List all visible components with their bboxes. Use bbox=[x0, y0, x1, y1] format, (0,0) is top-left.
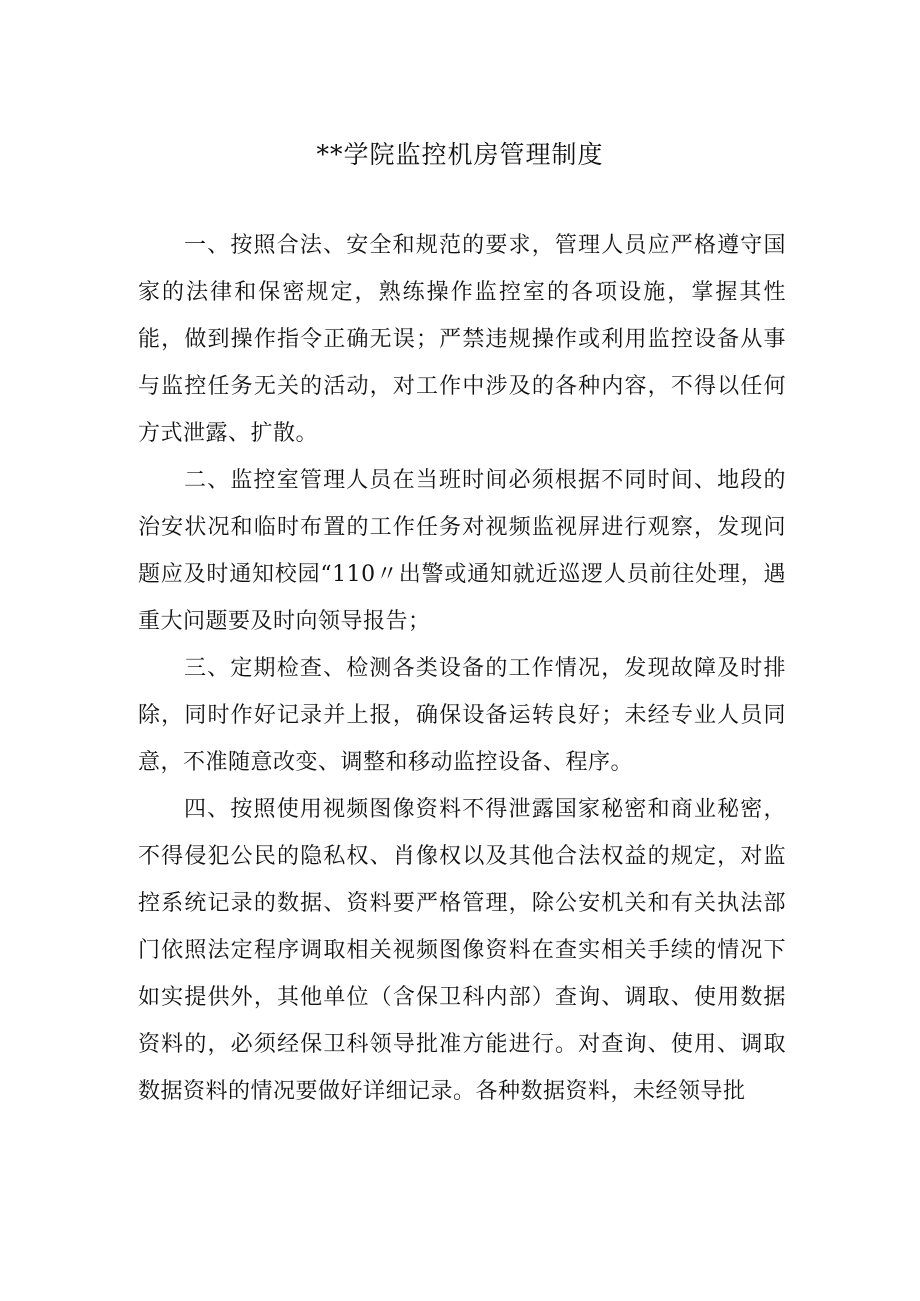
paragraph-3: 三、定期检查、检测各类设备的工作情况，发现故障及时排除，同时作好记录并上报，确保设备运转良好；未经专业人员同意，不准随意改变、调整和移动监控设备、程序。 bbox=[138, 656, 786, 775]
paragraph-2: 二、监控室管理人员在当班时间必须根据不同时间、地段的治安状况和临时布置的工作任务对视频监视屏进行观察，发现问题应及时通知校园“110〃出警或通知就近巡逻人员前往处理，遇重大问题要及时向领导报告； bbox=[138, 468, 786, 634]
paragraph-4: 四、按照使用视频图像资料不得泄露国家秘密和商业秘密，不得侵犯公民的隐私权、肖像权以及其他合法权益的规定，对监控系统记录的数据、资料要严格管理，除公安机关和有关执法部门依照法定程序调取相关视频图像资料在查实相关手续的情况下如实提供外，其他单位（含保卫科内部）查询、调取、使用数据资料的，必须经保卫科领导批准方能进行。对查询、使用、调取数据资料的情况要做好详细记录。各种数据资料，未经领导批 bbox=[138, 797, 786, 1104]
document-body bbox=[138, 222, 786, 1115]
document-title: **学院监控机房管理制度 bbox=[316, 140, 604, 169]
paragraph-1: 一、按照合法、安全和规范的要求，管理人员应严格遵守国家的法律和保密规定，熟练操作监控室的各项设施，掌握其性能，做到操作指令正确无误；严禁违规操作或利用监控设备从事与监控任务无关的活动，对工作中涉及的各种内容，不得以任何方式泄露、扩散。 bbox=[138, 233, 786, 446]
